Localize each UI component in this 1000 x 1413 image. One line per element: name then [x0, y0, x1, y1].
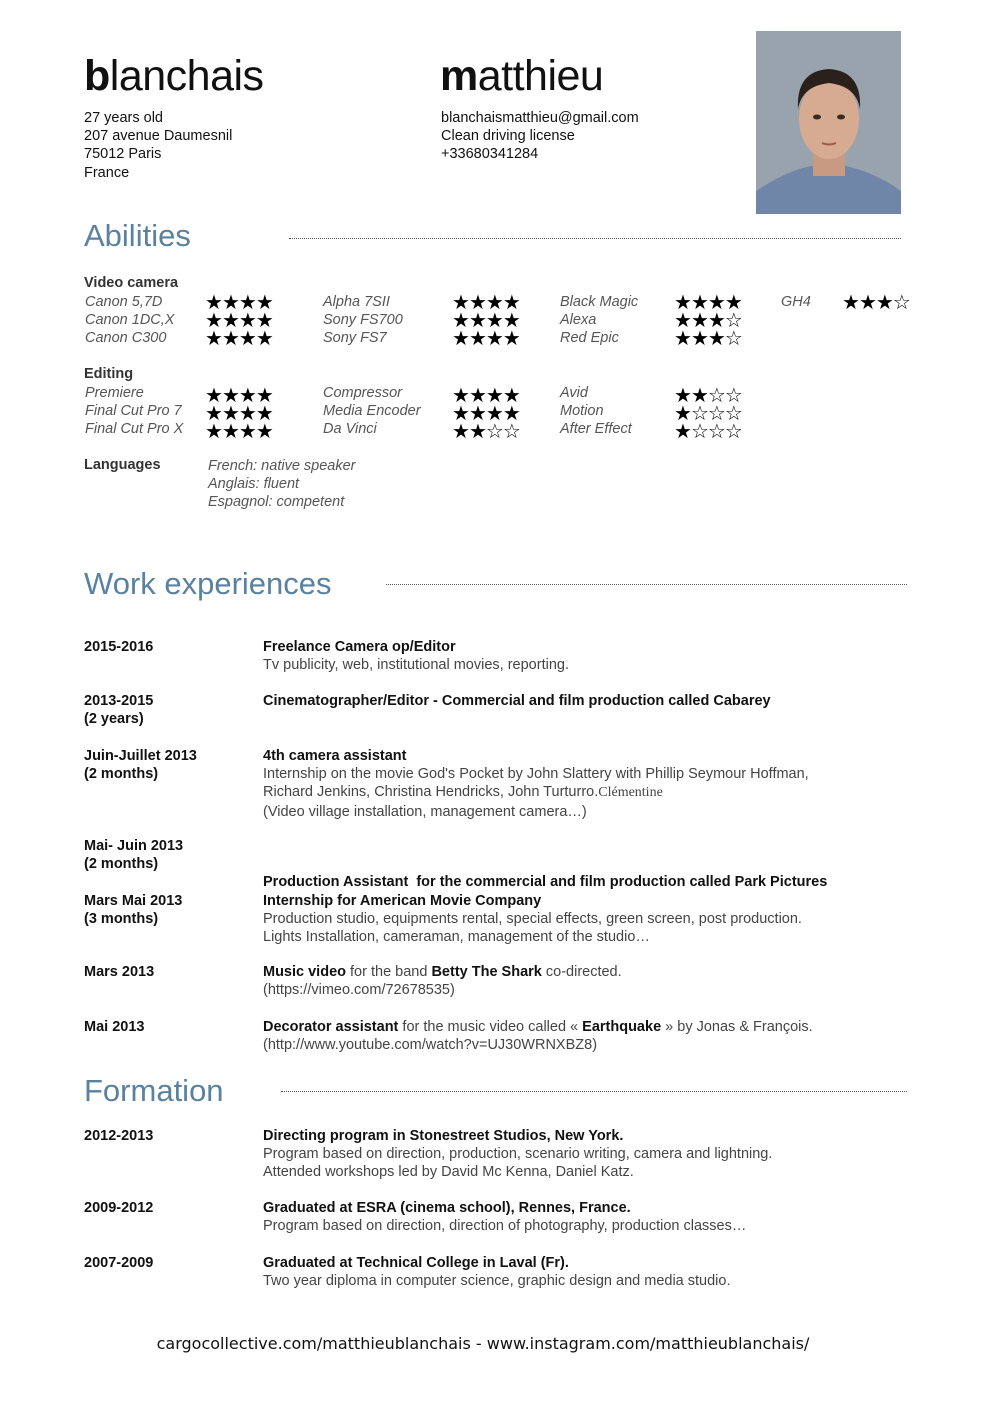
job-title: Internship for American Movie Company [263, 893, 542, 909]
job-text: » by Jonas & François. [661, 1019, 813, 1035]
filled-star-icon: ★ [205, 308, 222, 333]
filled-star-icon: ★ [255, 383, 273, 407]
empty-star-icon: ☆ [707, 383, 725, 407]
filled-star-icon: ★ [468, 401, 486, 426]
duration-line: (2 months) [84, 766, 159, 783]
filled-star-icon: ★ [205, 419, 222, 444]
job-text: co-directed. [541, 964, 622, 980]
filled-star-icon: ★ [674, 383, 691, 407]
job-desc: Production studio, equipments rental, special effects, green screen, post production. [263, 911, 802, 928]
filled-star-icon: ★ [255, 326, 273, 351]
filled-star-icon: ★ [707, 308, 725, 333]
filled-star-icon: ★ [690, 290, 708, 314]
work-date [84, 692, 153, 728]
work-entry [263, 1018, 813, 1054]
filled-star-icon: ★ [707, 326, 725, 351]
work-entry [263, 692, 771, 710]
camera-group-4-ratings [842, 290, 910, 314]
driving-license: Clean driving license [441, 128, 575, 145]
camera-group-3-ratings [674, 290, 742, 351]
filled-star-icon: ★ [238, 401, 256, 426]
skill-name: Premiere [85, 385, 144, 401]
job-desc: Lights Installation, cameraman, management of the studio… [263, 929, 650, 946]
empty-star-icon: ☆ [502, 419, 520, 444]
formation-title: Formation [84, 1073, 224, 1108]
formation-date: 2009-2012 [84, 1200, 154, 1216]
camera-group-1-ratings [205, 290, 273, 351]
skill-name: Alexa [560, 312, 597, 329]
formation-entry [263, 1127, 772, 1182]
portrait-illustration [756, 31, 901, 214]
empty-star-icon: ☆ [724, 419, 742, 444]
camera-group-1 [85, 293, 174, 348]
skill-name: Red Epic [560, 330, 619, 347]
filled-star-icon: ★ [674, 419, 691, 444]
empty-star-icon: ☆ [724, 383, 742, 407]
filled-star-icon: ★ [502, 383, 520, 407]
filled-star-icon: ★ [485, 401, 503, 426]
job-title: Cinematographer/Editor - Commercial and film production called Cabarey [263, 693, 771, 709]
filled-star-icon: ★ [502, 308, 520, 333]
filled-star-icon: ★ [205, 383, 222, 407]
skill-name: Da Vinci [323, 421, 377, 438]
filled-star-icon: ★ [452, 401, 469, 426]
skill-name: Sony FS700 [323, 312, 403, 329]
star-rating [452, 326, 520, 351]
filled-star-icon: ★ [674, 308, 691, 333]
job-role: Music video [263, 964, 346, 980]
filled-star-icon: ★ [674, 326, 691, 351]
skill-name: Black Magic [560, 294, 639, 310]
filled-star-icon: ★ [724, 290, 742, 314]
filled-star-icon: ★ [452, 308, 469, 333]
filled-star-icon: ★ [255, 401, 273, 426]
filled-star-icon: ★ [255, 308, 273, 333]
video-camera-label: Video camera [84, 275, 179, 291]
work-title: Work experiences [84, 566, 332, 601]
date-line: 2015-2016 [84, 639, 154, 655]
filled-star-icon: ★ [221, 326, 239, 351]
formation-desc: Program based on direction, direction of photography, production classes… [263, 1218, 747, 1235]
work-date [84, 638, 153, 656]
job-desc: Tv publicity, web, institutional movies, reporting. [263, 657, 569, 674]
job-desc: Internship on the movie God's Pocket by John Slattery with Phillip Seymour Hoffman, [263, 766, 809, 783]
filled-star-icon: ★ [238, 383, 256, 407]
skill-name: Canon C300 [85, 330, 167, 347]
formation-entry [263, 1254, 730, 1290]
camera-group-4 [781, 293, 811, 311]
date-line: Juin-Juillet 2013 [84, 748, 197, 764]
filled-star-icon: ★ [221, 290, 239, 314]
skill-name: GH4 [781, 294, 811, 310]
filled-star-icon: ★ [221, 308, 239, 333]
work-date [84, 747, 197, 783]
star-rating [674, 326, 742, 351]
country: France [84, 164, 130, 181]
filled-star-icon: ★ [221, 419, 239, 444]
editing-group-3-ratings [674, 383, 742, 444]
filled-star-icon: ★ [238, 326, 256, 351]
duration-line: (2 years) [84, 711, 144, 728]
formation-divider [281, 1091, 907, 1092]
filled-star-icon: ★ [707, 290, 725, 314]
band-name: Betty The Shark [431, 964, 542, 980]
personal-info [84, 109, 232, 182]
job-title: Production Assistant for the commercial and film production called Park Pictures [263, 874, 828, 890]
work-entry [263, 963, 622, 999]
first-name: matthieu [440, 52, 604, 100]
skill-name: Final Cut Pro X [85, 421, 184, 438]
star-rating [205, 326, 273, 351]
work-entry [263, 747, 809, 821]
filled-star-icon: ★ [205, 326, 222, 351]
skill-name: After Effect [560, 421, 632, 438]
work-entry [263, 638, 569, 674]
skill-name: Sony FS7 [323, 330, 387, 347]
filled-star-icon: ★ [468, 383, 486, 407]
star-rating [205, 419, 273, 444]
filled-star-icon: ★ [485, 290, 503, 314]
language-item: Espagnol: competent [208, 494, 345, 511]
filled-star-icon: ★ [255, 419, 273, 444]
filled-star-icon: ★ [238, 290, 256, 314]
filled-star-icon: ★ [205, 401, 222, 426]
street-address: 207 avenue Daumesnil [84, 128, 233, 145]
empty-star-icon: ☆ [707, 401, 725, 426]
job-title: Freelance Camera op/Editor [263, 639, 456, 655]
job-role: Decorator assistant [263, 1019, 399, 1035]
work-date [84, 963, 154, 981]
empty-star-icon: ☆ [724, 326, 742, 351]
formation-title-text: Directing program in Stonestreet Studios, New York. [263, 1128, 624, 1144]
language-item: Anglais: fluent [208, 476, 300, 493]
video-name: Earthquake [582, 1019, 662, 1035]
filled-star-icon: ★ [238, 308, 256, 333]
empty-star-icon: ☆ [724, 401, 742, 426]
job-title-line [263, 963, 622, 981]
filled-star-icon: ★ [690, 308, 708, 333]
empty-star-icon: ☆ [724, 308, 742, 333]
filled-star-icon: ★ [485, 383, 503, 407]
filled-star-icon: ★ [452, 326, 469, 351]
editing-group-2-ratings [452, 383, 520, 444]
skill-name: Compressor [323, 385, 402, 401]
empty-star-icon: ☆ [707, 419, 725, 444]
filled-star-icon: ★ [485, 308, 503, 333]
camera-group-3 [560, 293, 638, 348]
skill-name: Final Cut Pro 7 [85, 403, 182, 420]
duration-line: (2 months) [84, 856, 159, 873]
languages-list [208, 457, 356, 512]
languages-label: Languages [84, 457, 161, 473]
skill-name: Motion [560, 403, 604, 420]
job-desc-text: Richard Jenkins, Christina Hendricks, John Turturro. [263, 784, 599, 801]
empty-star-icon: ☆ [892, 290, 910, 314]
filled-star-icon: ★ [221, 383, 239, 407]
work-date [84, 837, 183, 873]
formation-desc: Program based on direction, production, scenario writing, camera and lightning. [263, 1146, 773, 1163]
filled-star-icon: ★ [485, 326, 503, 351]
editing-group-1 [85, 384, 183, 439]
filled-star-icon: ★ [502, 401, 520, 426]
filled-star-icon: ★ [875, 290, 893, 314]
filled-star-icon: ★ [452, 383, 469, 407]
filled-star-icon: ★ [674, 290, 691, 314]
skill-name: Canon 5,7D [85, 294, 163, 310]
filled-star-icon: ★ [238, 419, 256, 444]
formation-date: 2012-2013 [84, 1128, 154, 1144]
star-rating [452, 419, 520, 444]
contact-info [441, 109, 639, 164]
star-rating [842, 290, 910, 314]
profile-photo [756, 31, 901, 214]
empty-star-icon: ☆ [690, 419, 708, 444]
skill-name: Canon 1DC,X [85, 312, 175, 329]
camera-group-2-ratings [452, 290, 520, 351]
job-text: for the band [346, 964, 432, 980]
filled-star-icon: ★ [221, 401, 239, 426]
abilities-title: Abilities [84, 218, 191, 253]
date-line: Mai- Juin 2013 [84, 838, 184, 854]
abilities-divider [289, 238, 901, 239]
video-link[interactable]: (http://www.youtube.com/watch?v=UJ30WRNXBZ8) [263, 1037, 598, 1054]
formation-date: 2007-2009 [84, 1255, 154, 1271]
date-line: Mai 2013 [84, 1019, 145, 1035]
last-name: blanchais [84, 52, 264, 100]
skill-name: Avid [560, 385, 588, 401]
language-item: French: native speaker [208, 458, 356, 474]
filled-star-icon: ★ [690, 383, 708, 407]
formation-desc: Two year diploma in computer science, graphic design and media studio. [263, 1273, 731, 1290]
filled-star-icon: ★ [468, 419, 486, 444]
filled-star-icon: ★ [842, 290, 859, 314]
empty-star-icon: ☆ [485, 419, 503, 444]
job-title-line [263, 1018, 813, 1036]
work-date [84, 892, 182, 928]
skill-name: Media Encoder [323, 403, 421, 420]
filled-star-icon: ★ [502, 326, 520, 351]
filled-star-icon: ★ [468, 290, 486, 314]
phone: +33680341284 [441, 146, 539, 163]
formation-title-text: Graduated at Technical College in Laval (Fr). [263, 1255, 569, 1271]
formation-desc: Attended workshops led by David Mc Kenna, Daniel Katz. [263, 1164, 634, 1181]
filled-star-icon: ★ [468, 326, 486, 351]
work-divider [386, 584, 907, 585]
job-title: 4th camera assistant [263, 748, 407, 764]
formation-entry [263, 1199, 746, 1235]
duration-line: (3 months) [84, 911, 159, 928]
work-date [84, 1018, 144, 1036]
editing-group-2 [323, 384, 421, 439]
star-rating [674, 419, 742, 444]
editing-group-3 [560, 384, 632, 439]
empty-star-icon: ☆ [690, 401, 708, 426]
job-text: for the music video called « [398, 1019, 583, 1035]
portfolio-links[interactable]: cargocollective.com/matthieublanchais - www.instagram.com/matthieublanchais/ [156, 1334, 810, 1353]
email: blanchaismatthieu@gmail.com [441, 110, 639, 126]
filled-star-icon: ★ [205, 290, 222, 314]
filled-star-icon: ★ [690, 326, 708, 351]
job-desc: (Video village installation, management camera…) [263, 803, 587, 820]
video-link[interactable]: (https://vimeo.com/72678535) [263, 982, 455, 999]
editing-group-1-ratings [205, 383, 273, 444]
city: 75012 Paris [84, 146, 162, 163]
filled-star-icon: ★ [452, 290, 469, 314]
age: 27 years old [84, 110, 163, 126]
filled-star-icon: ★ [468, 308, 486, 333]
job-desc-line [263, 783, 809, 802]
date-line: Mars 2013 [84, 964, 155, 980]
date-line: Mars Mai 2013 [84, 893, 183, 909]
filled-star-icon: ★ [452, 419, 469, 444]
camera-group-2 [323, 293, 403, 348]
formation-title-text: Graduated at ESRA (cinema school), Rennes, France. [263, 1200, 631, 1216]
filled-star-icon: ★ [255, 290, 273, 314]
filled-star-icon: ★ [674, 401, 691, 426]
skill-name: Alpha 7SII [323, 294, 390, 310]
filled-star-icon: ★ [858, 290, 876, 314]
date-line: 2013-2015 [84, 693, 154, 709]
editing-label: Editing [84, 366, 134, 382]
work-entry [263, 892, 802, 947]
filled-star-icon: ★ [502, 290, 520, 314]
stray-note: Clémentine [598, 785, 663, 801]
